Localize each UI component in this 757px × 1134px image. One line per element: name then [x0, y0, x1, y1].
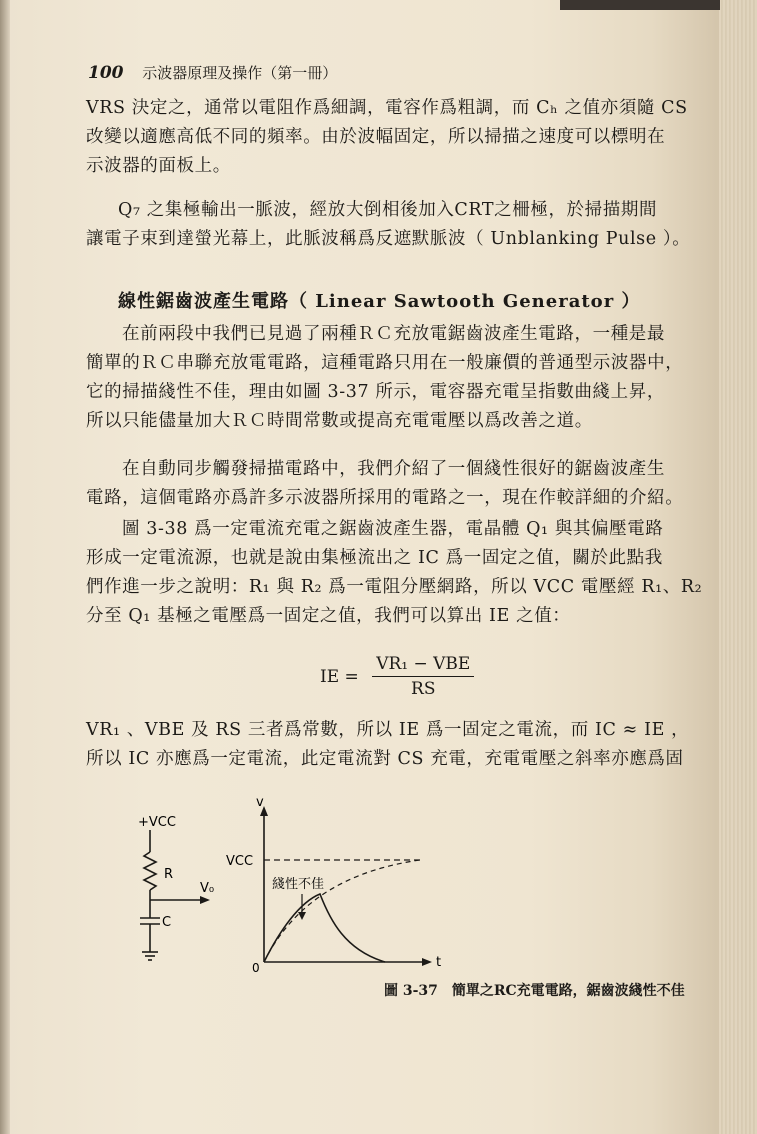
capacitor-label: C: [162, 915, 172, 930]
text-line: 讓電子束到達螢光幕上，此脈波稱爲反遮默脈波（ Unblanking Pulse ）。: [86, 229, 691, 249]
formula-lhs: IE =: [320, 666, 359, 687]
resistor-label: R: [164, 867, 174, 882]
text-line: 電路，這個電路亦爲許多示波器所採用的電路之一，現在作較詳細的介紹。: [86, 488, 684, 508]
poor-linearity-note: 綫性不佳: [272, 877, 325, 892]
annotation-arrow: [298, 912, 306, 920]
section-heading: 線性鋸齒波產生電路（ Linear Sawtooth Generator ）: [118, 291, 641, 312]
paragraph-4: [86, 455, 686, 513]
rc-circuit: [140, 830, 200, 960]
running-header: [88, 62, 337, 83]
output-label: V₀: [200, 881, 215, 896]
text-line: 改變以適應高低不同的頻率。由於波幅固定，所以掃描之速度可以標明在: [86, 127, 666, 147]
resistor-symbol: [144, 852, 156, 890]
text-line: 簡單的ＲＣ串聯充放電電路，這種電路只用在一般廉價的普通型示波器中，: [86, 353, 684, 373]
text-line: 們作進一步之說明：R₁ 與 R₂ 爲一電阻分壓網路，所以 VCC 電壓經 R₁、R₂: [86, 577, 703, 597]
text-line: 它的掃描綫性不佳，理由如圖 3-37 所示，電容器充電呈指數曲綫上昇，: [86, 382, 665, 402]
running-title: 示波器原理及操作（第一冊）: [142, 64, 338, 82]
origin-label: 0: [252, 961, 260, 975]
text-line: VRS 決定之，通常以電阻作爲細調，電容作爲粗調，而 Cₕ 之值亦須隨 CS: [86, 98, 688, 118]
text-line: 分至 Q₁ 基極之電壓爲一固定之值，我們可以算出 IE 之值：: [86, 606, 571, 626]
text-line: 在自動同步觸發掃描電路中，我們介紹了一個綫性很好的鋸齒波產生: [122, 459, 665, 479]
formula-numerator: VR₁ − VBE: [372, 654, 474, 677]
page-edges: [719, 0, 757, 1134]
formula-fraction: [372, 654, 474, 699]
sawtooth-waveform: [264, 894, 385, 962]
exponential-curve: [264, 860, 420, 962]
output-arrow: [200, 896, 210, 904]
figure-caption: 圖 3-37 簡單之RC充電電路，鋸齒波綫性不佳: [384, 983, 685, 999]
x-axis-label: t: [436, 955, 442, 970]
text-line: 所以只能儘量加大ＲＣ時間常數或提高充電電壓以爲改善之道。: [86, 411, 593, 431]
x-axis-arrow: [422, 958, 432, 966]
formula-denominator: RS: [411, 679, 436, 699]
paragraph-3: [86, 320, 686, 436]
text-line: 在前兩段中我們已見過了兩種ＲＣ充放電鋸齒波產生電路，一種是最: [122, 324, 665, 344]
paragraph-2: [86, 196, 691, 254]
text-line: Q₇ 之集極輸出一脈波，經放大倒相後加入CRT之柵極，於掃描期間: [118, 200, 658, 220]
text-line: VR₁ 、VBE 及 RS 三者爲常數，所以 IE 爲一固定之電流，而 IC ≈ IE ，: [86, 720, 690, 740]
y-axis-label: v: [256, 795, 264, 810]
book-spine-shadow: [0, 0, 10, 1134]
text-line: 示波器的面板上。: [86, 156, 231, 176]
text-line: 形成一定電流源，也就是說由集極流出之 IC 爲一固定之值，關於此點我: [86, 548, 663, 568]
dark-top-band: [560, 0, 720, 10]
page-number: 100: [88, 63, 124, 83]
text-line: 圖 3-38 爲一定電流充電之鋸齒波產生器，電晶體 Q₁ 與其偏壓電路: [122, 519, 664, 539]
text-line: 所以 IC 亦應爲一定電流，此定電流對 CS 充電，充電電壓之斜率亦應爲固: [86, 749, 684, 769]
paragraph-1: [86, 94, 686, 181]
supply-label: +VCC: [138, 815, 176, 830]
figure-3-37: [120, 790, 460, 980]
vcc-asymptote-label: VCC: [226, 854, 254, 869]
paragraph-5: [86, 515, 703, 631]
paragraph-6: [86, 716, 690, 774]
ie-formula: [320, 654, 474, 699]
